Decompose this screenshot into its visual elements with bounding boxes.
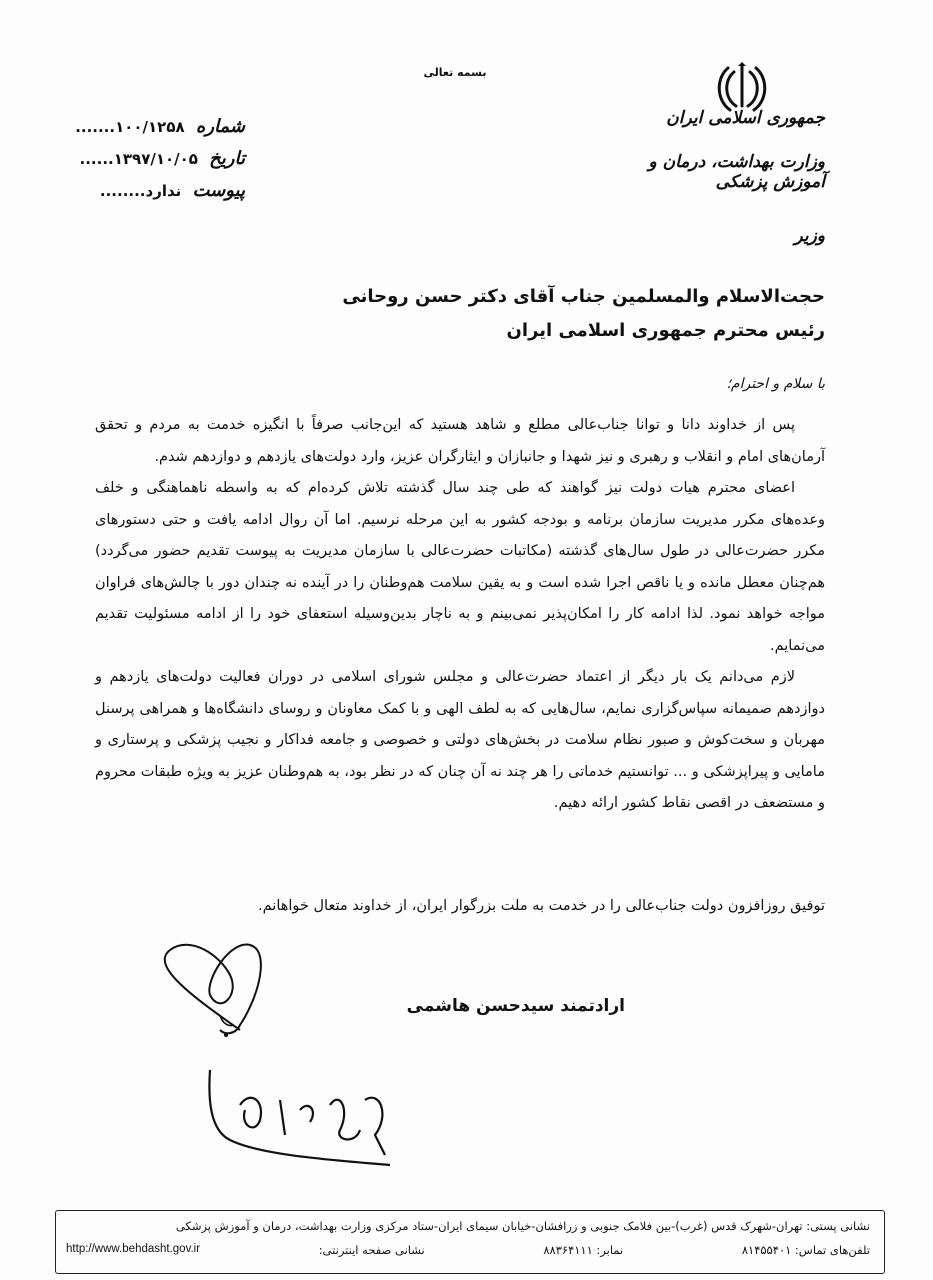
footer-contacts <box>66 1243 870 1257</box>
reference-attachment <box>60 180 245 201</box>
ministry-name-line: وزارت بهداشت، درمان و آموزش پزشکی <box>648 152 825 192</box>
reference-attachment-label: پیوست <box>192 180 245 201</box>
salutation: با سلام و احترام؛ <box>726 376 825 392</box>
addressee-name: حجت‌الاسلام والمسلمین جناب آقای دکتر حسن روحانی <box>342 286 825 307</box>
reference-attachment-value: ندارد........ <box>99 182 182 200</box>
reference-date-label: تاریخ <box>209 148 245 169</box>
reference-date <box>60 148 245 169</box>
minister-label: وزیر <box>794 226 825 246</box>
body-paragraph: اعضای محترم هیات دولت نیز گواهند که طی چند سال گذشته تلاش کرده‌ام که به واسطه ناهماهنگی و خلف وعده‌های مکرر مدیریت سازمان برنامه و بودجه کشور به این مرحله نرسیم. اما آن روال ادامه یافت و حتی دستورهای مکرر حضرت‌عالی در طول سال‌های گذشته (مکاتبات حضرت‌عالی با سازمان مدیریت به پیوست تقدیم حضور می‌گردد) هم‌چنان معطل مانده و یا ناقص اجرا شده است و به یقین سلامت هم‌وطنان را در آینده نه چندان دور با چالش‌های فراوان مواجه خواهد نمود. لذا ادامه کار را امکان‌پذیر نمی‌بینم و به ناچار بدین‌وسیله استعفای خود را از ادامه مسئولیت تقدیم می‌نمایم. <box>95 480 825 654</box>
reference-date-value: ۱۳۹۷/۱۰/۰۵...... <box>79 150 198 168</box>
reference-number-value: ۱۰۰/۱۲۵۸....... <box>75 118 185 136</box>
iran-emblem-icon <box>714 62 770 114</box>
bismillah-header: بسمه تعالی <box>423 66 487 79</box>
body-paragraph: لازم می‌دانم یک بار دیگر از اعتماد حضرت‌عالی و مجلس شورای اسلامی در دوران فعالیت دولت‌های یازدهم و دوازدهم صمیمانه سپاس‌گزاری نمایم، سال‌هایی که به لطف الهی و با کمک معاونان و روسای دانشگاه‌ها و همراهی پرسنل مهربان و سخت‌کوش و صبور نظام سلامت در بخش‌های دولتی و خصوصی و جامعه فداکار و نجیب پزشکی و پرستاری و مامایی و پیراپزشکی و ... توانستیم خدماتی را هر چند نه آن چنان که در نظر بود، به هم‌وطنان عزیز به ویژه طبقات محروم و مستضعف در اقصی نقاط کشور ارائه دهیم. <box>95 669 825 811</box>
footer-website-link[interactable]: http://www.behdasht.gov.ir <box>66 1243 201 1255</box>
handwritten-note-drawing <box>190 1060 410 1180</box>
reference-number-label: شماره <box>195 116 245 137</box>
footer-phone: تلفن‌های تماس: ۸۱۴۵۵۴۰۱ <box>741 1243 870 1257</box>
letter-body <box>95 410 825 820</box>
closing-line: توفیق روزافزون دولت جناب‌عالی را در خدمت به ملت بزرگوار ایران، از خداوند متعال خواهانم. <box>258 898 825 914</box>
signature-drawing <box>150 935 360 1045</box>
footer-fax: نمابر: ۸۸۳۶۴۱۱۱ <box>543 1243 624 1257</box>
body-paragraph: پس از خداوند دانا و توانا جناب‌عالی مطلع و شاهد هستید که این‌جانب صرفاً با انگیزه خدمت به مردم و تحقق آرمان‌های امام و انقلاب و رهبری و نیز شهدا و جانبازان و ایثارگران عزیز، وارد دولت‌های یازدهم و دوازدهم شدم. <box>95 417 825 465</box>
footer-box <box>55 1210 885 1274</box>
ministry-country-line: جمهوری اسلامی ایران <box>666 108 825 128</box>
signer-name: ارادتمند سیدحسن هاشمی <box>406 996 625 1016</box>
addressee-title: رئیس محترم جمهوری اسلامی ایران <box>506 320 825 341</box>
footer-website-label: نشانی صفحه اینترنتی: <box>318 1243 425 1257</box>
reference-number <box>60 116 245 137</box>
footer-address: نشانی پستی: تهران-شهرک قدس (غرب)-بین فلامک جنوبی و زرافشان-خیابان سیمای ایران-ستاد مرکزی وزارت بهداشت، درمان و آموزش پزشکی <box>175 1219 870 1233</box>
